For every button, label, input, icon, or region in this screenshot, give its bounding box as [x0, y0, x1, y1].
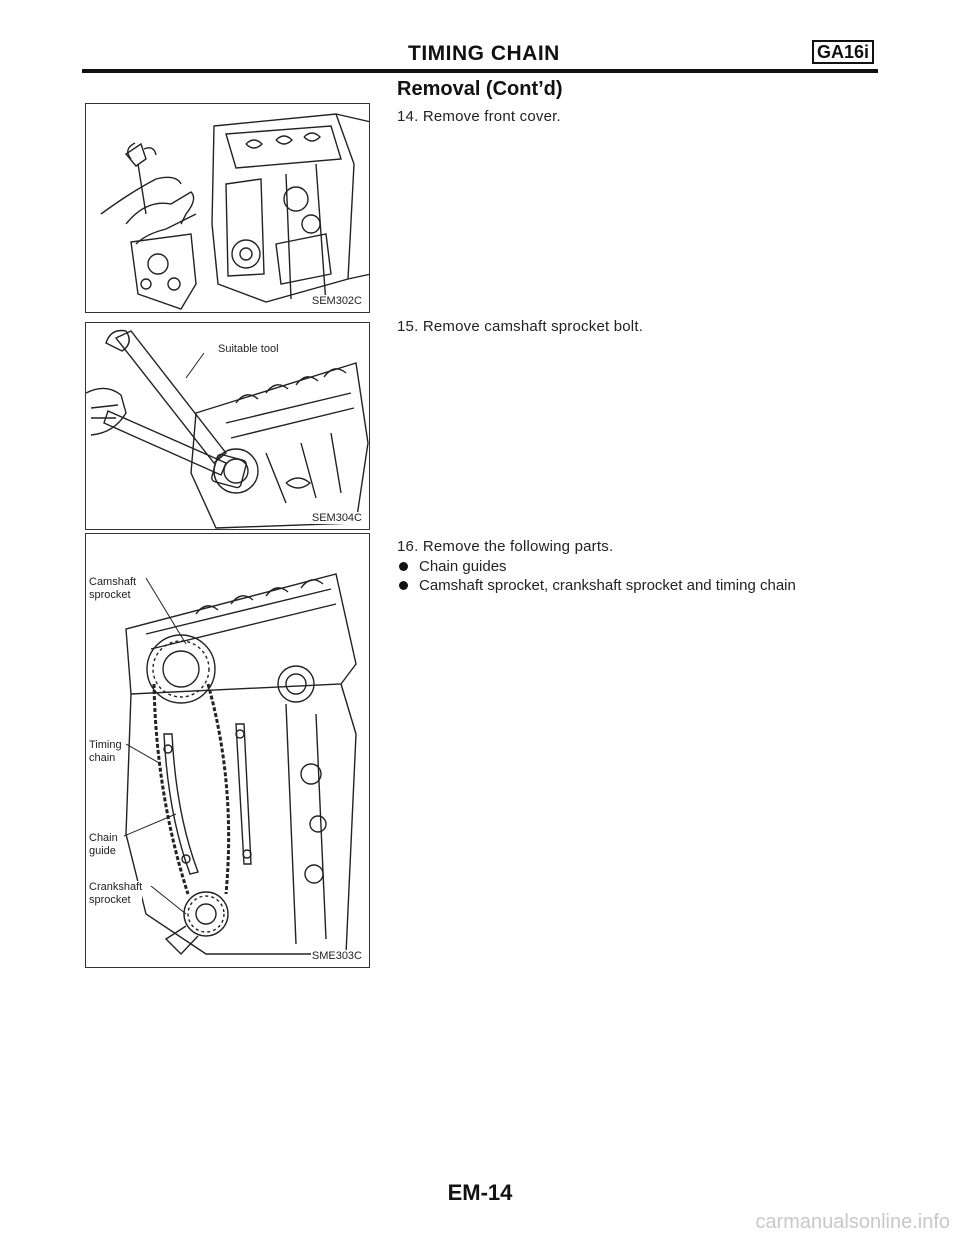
- figure-code: SEM304C: [311, 512, 362, 524]
- figure-timing-chain-components: [85, 533, 370, 968]
- callout-timing-chain: Timing chain: [89, 739, 122, 764]
- figure-camshaft-bolt-removal: [85, 322, 370, 530]
- bullet-text: Camshaft sprocket, crankshaft sprocket and timing chain: [419, 577, 796, 594]
- bullet-text: Chain guides: [419, 558, 507, 575]
- engine-front-cover-illustration: [86, 104, 370, 313]
- bullet-chain-guides: [397, 558, 507, 575]
- watermark: carmanualsonline.info: [755, 1211, 950, 1233]
- bullet-dot-icon: [399, 562, 408, 571]
- step-16: 16. Remove the following parts.: [397, 538, 614, 555]
- figure-code: SME303C: [311, 950, 362, 962]
- figure-front-cover-removal: [85, 103, 370, 313]
- callout-crankshaft-sprocket: Crankshaft sprocket: [89, 881, 143, 906]
- section-title: Removal (Cont’d): [397, 78, 563, 100]
- page-header-title: TIMING CHAIN: [408, 42, 560, 65]
- page-number: EM-14: [447, 1180, 513, 1205]
- callout-suitable-tool: Suitable tool: [218, 343, 279, 355]
- bullet-sprockets-chain: [397, 577, 796, 594]
- bullet-dot-icon: [399, 581, 408, 590]
- header-rule: [82, 69, 878, 73]
- figure-code: SEM302C: [311, 295, 362, 307]
- callout-camshaft-sprocket: Camshaft sprocket: [89, 576, 137, 601]
- callout-chain-guide: Chain guide: [89, 832, 118, 857]
- step-15: 15. Remove camshaft sprocket bolt.: [397, 318, 644, 335]
- step-14: 14. Remove front cover.: [397, 108, 561, 125]
- engine-code-badge: GA16i: [812, 40, 874, 64]
